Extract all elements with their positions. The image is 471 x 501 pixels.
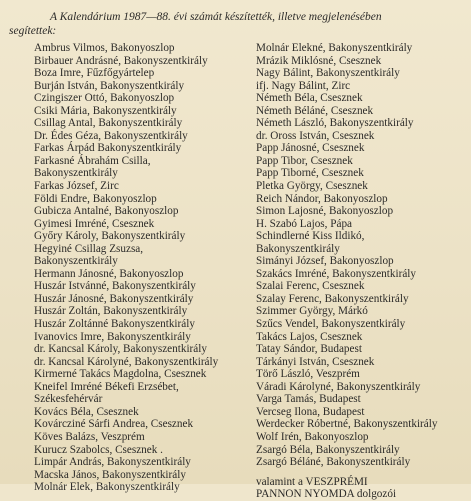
contributor-entry: Huszár Istvánné, Bakonyszentkirály bbox=[34, 280, 196, 293]
contributors-columns bbox=[0, 42, 471, 501]
contributor-entry: Földi Endre, Bakonyoszlop bbox=[34, 192, 157, 205]
contributor-entry: Boza Imre, Fűzfőgyártelep bbox=[34, 67, 155, 80]
contributor-entry: Farkasné Ábrahám Csilla, bbox=[34, 154, 151, 167]
contributor-entry: Tatay Sándor, Budapest bbox=[256, 343, 362, 356]
contributor-entry: dr. Kancsal Károlyné, Bakonyszentkirály bbox=[34, 355, 219, 368]
footer-line2: PANNON NYOMDA dolgozói bbox=[256, 488, 397, 501]
contributor-entry: Németh Béláné, Csesznek bbox=[256, 104, 374, 117]
left-contributor-list bbox=[34, 42, 259, 494]
contributor-entry: ifj. Nagy Bálint, Zirc bbox=[256, 79, 351, 92]
right-contributor-list bbox=[256, 42, 471, 501]
intro-text bbox=[0, 10, 471, 38]
contributor-entry: Köves Balázs, Veszprém bbox=[34, 430, 145, 443]
contributor-entry: Kovárcziné Sárfi Andrea, Csesznek bbox=[34, 418, 194, 431]
contributor-entry: Gyimesi Imréné, Csesznek bbox=[34, 217, 155, 230]
contributor-entry: Werdecker Róbertné, Bakonyszentkirály bbox=[256, 418, 438, 431]
contributor-entry: Farkas Árpád Bakonyszentkirály bbox=[34, 142, 182, 155]
contributor-entry: Hermann Jánosné, Bakonyoszlop bbox=[34, 267, 184, 280]
contributor-entry: Kovács Béla, Csesznek bbox=[34, 405, 139, 418]
contributor-entry: Törő László, Veszprém bbox=[256, 368, 360, 381]
contributor-entry: Macska János, Bakonyszentkirály bbox=[34, 468, 186, 481]
contributor-entry: Nagy Bálint, Bakonyszentkirály bbox=[256, 67, 400, 80]
contributor-entry: Burján István, Bakonyszentkirály bbox=[34, 79, 185, 92]
contributor-entry: Szalay Ferenc, Bakonyszentkirály bbox=[256, 292, 409, 305]
contributor-entry: dr. Oross István, Csesznek bbox=[256, 129, 375, 142]
contributor-entry: Székesfehérvár bbox=[34, 393, 103, 406]
intro-line-2: segítettek: bbox=[9, 25, 57, 37]
contributor-entry: Huszár Zoltánné Bakonyszentkirály bbox=[34, 318, 195, 331]
contributor-entry: Kirmerné Takács Magdolna, Csesznek bbox=[34, 368, 207, 381]
contributor-entry: Németh László, Bakonyszentkirály bbox=[256, 117, 414, 130]
contributor-entry: Bakonyszentkirály bbox=[34, 167, 118, 180]
contributor-entry: Vercseg Ilona, Budapest bbox=[256, 405, 365, 418]
contributor-entry: Mrázik Miklósné, Csesznek bbox=[256, 54, 382, 67]
contributor-entry: Zsargó Béláné, Bakonyszentkirály bbox=[256, 456, 411, 469]
contributor-entry: Kneifel Imréné Békefi Erzsébet, bbox=[34, 380, 179, 393]
contributor-entry: Molnár Elek, Bakonyszentkirály bbox=[34, 481, 180, 494]
contributor-entry: Huszár Zoltán, Bakonyszentkirály bbox=[34, 305, 188, 318]
contributor-entry: Bakonyszentkirály bbox=[256, 242, 340, 255]
contributor-entry: Szimmer György, Márkó bbox=[256, 305, 368, 318]
contributor-entry: Papp Jánosné, Csesznek bbox=[256, 142, 365, 155]
contributor-entry: Limpár András, Bakonyszentkirály bbox=[34, 456, 191, 469]
contributor-entry: Tárkányi István, Csesznek bbox=[256, 355, 375, 368]
contributor-entry: H. Szabó Lajos, Pápa bbox=[256, 217, 353, 230]
contributor-entry: Pletka György, Csesznek bbox=[256, 180, 368, 193]
contributor-entry: Papp Tiborné, Csesznek bbox=[256, 167, 364, 180]
contributor-entry: dr. Kancsal Károly, Bakonyszentkirály bbox=[34, 343, 207, 356]
contributor-entry: Ivanovics Imre, Bakonyszentkirály bbox=[34, 330, 191, 343]
contributor-entry: Simon Lajosné, Bakonyoszlop bbox=[256, 205, 394, 218]
contributor-entry: Csillag Antal, Bakonyszentkirály bbox=[34, 117, 183, 130]
contributor-entry: Dr. Édes Géza, Bakonyszentkirály bbox=[34, 129, 188, 142]
contributor-entry: Szakács Imréné, Bakonyszentkirály bbox=[256, 267, 416, 280]
contributor-entry: Váradi Károlyné, Bakonyszentkirály bbox=[256, 380, 421, 393]
footer-line1: valamint a VESZPRÉMI bbox=[256, 475, 368, 488]
contributor-entry: Schindlerné Kiss Ildikó, bbox=[256, 230, 365, 243]
contributor-entry: Papp Tibor, Csesznek bbox=[256, 154, 353, 167]
contributor-entry: Gubicza Antalné, Bakonyoszlop bbox=[34, 205, 179, 218]
contributor-entry: Farkas József, Zirc bbox=[34, 180, 119, 193]
contributor-entry: Takács Lajos, Csesznek bbox=[256, 330, 363, 343]
contributor-entry: Győry Károly, Bakonyszentkirály bbox=[34, 230, 186, 243]
contributor-entry: Birbauer Andrásné, Bakonyszentkirály bbox=[34, 54, 208, 67]
contributor-entry: Ambrus Vilmos, Bakonyoszlop bbox=[34, 42, 175, 54]
contributor-entry: Kurucz Szabolcs, Csesznek . bbox=[34, 443, 163, 456]
contributor-entry: Bakonyszentkirály bbox=[34, 255, 118, 268]
contributor-entry: Németh Béla, Csesznek bbox=[256, 92, 363, 105]
contributor-entry: Csiki Mária, Bakonyszentkirály bbox=[34, 104, 177, 117]
contributor-entry: Szalai Ferenc, Csesznek bbox=[256, 280, 365, 293]
contributor-entry: Varga Tamás, Budapest bbox=[256, 393, 361, 406]
contributor-entry: Reich Nándor, Bakonyoszlop bbox=[256, 192, 388, 205]
contributor-entry: Czingiszer Ottó, Bakonyoszlop bbox=[34, 92, 175, 105]
contributor-entry: Hegyiné Csillag Zsuzsa, bbox=[34, 242, 144, 255]
contributor-entry: Molnár Elekné, Bakonyszentkirály bbox=[256, 42, 413, 54]
contributor-entry: Huszár Jánosné, Bakonyszentkirály bbox=[34, 292, 194, 305]
contributor-entry: Szűcs Vendel, Bakonyszentkirály bbox=[256, 318, 406, 331]
contributor-entry: Zsargó Béla, Bakonyszentkirály bbox=[256, 443, 400, 456]
contributor-entry: Simányi József, Bakonyoszlop bbox=[256, 255, 394, 268]
contributor-entry: Wolf Irén, Bakonyoszlop bbox=[256, 430, 369, 443]
intro-line-1: A Kalendárium 1987—88. évi számát készítették, illetve megjelenésében bbox=[50, 11, 382, 23]
